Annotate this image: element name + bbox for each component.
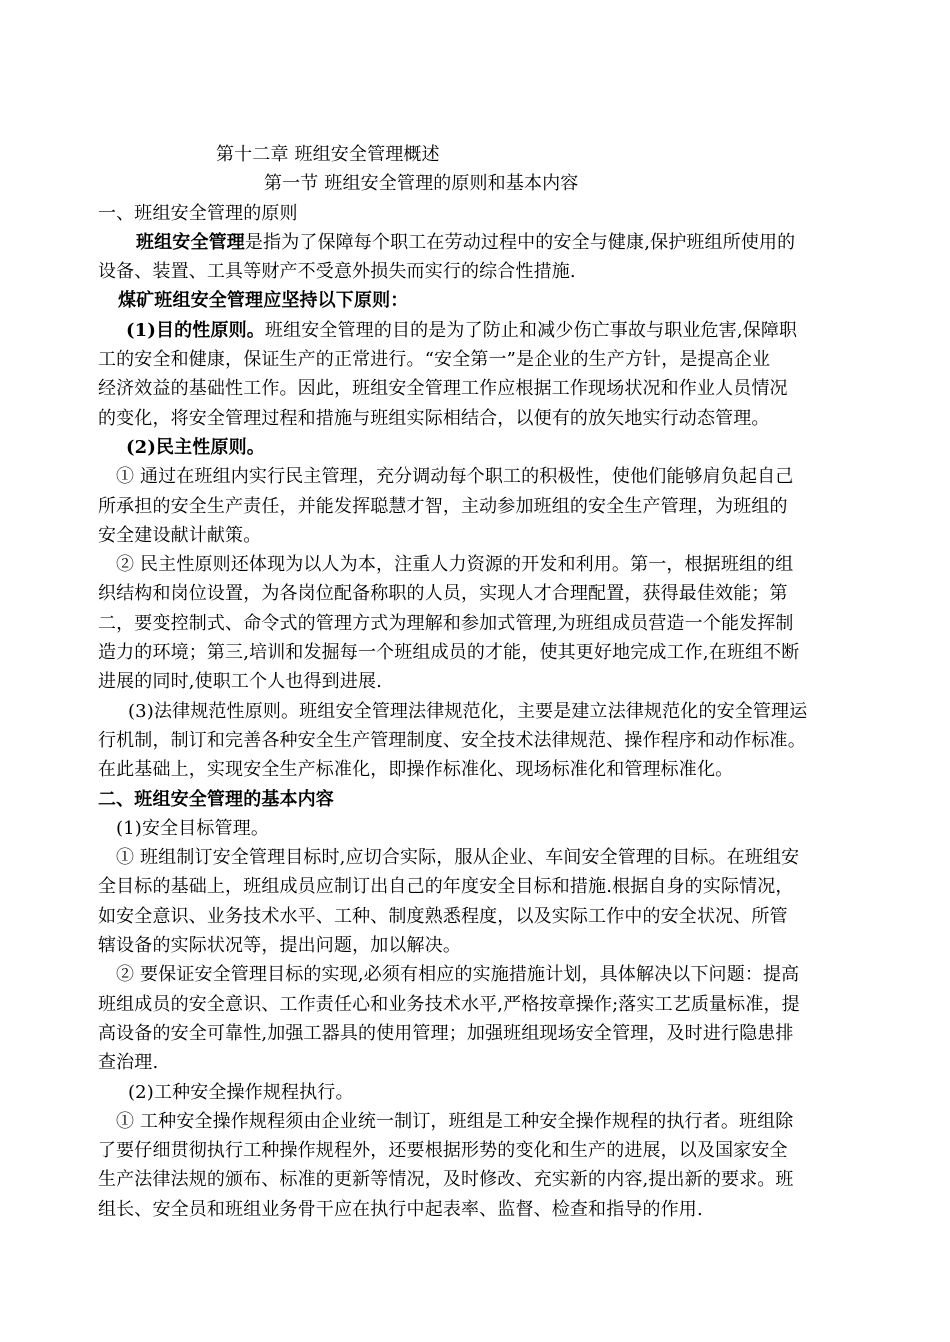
principle-2-p1-line-1: ① 通过在班组内实行民主管理，充分调动每个职工的积极性，使他们能够肩负起自己 [116,466,794,488]
definition-line-1 [98,228,858,257]
principle-2-p2-line-1: ② 民主性原则还体现为以人为本，注重人力资源的开发和利用。第一，根据班组的组 [116,554,794,576]
content-1-p2-line-3: 高设备的安全可靠性,加强工器具的使用管理；加强班组现场安全管理，及时进行隐患排 [98,1022,794,1044]
principle-3-line-2: 行机制，制订和完善各种安全生产管理制度、安全技术法律规范、操作程序和动作标准。 [98,729,806,751]
definition-line-2: 设备、装置、工具等财产不受意外损失而实行的综合性措施. [98,261,576,283]
heading-basic-content: 二、班组安全管理的基本内容 [98,788,334,810]
content-2-p1-line-1: ① 工种安全操作规程须由企业统一制订，班组是工种安全操作规程的执行者。班组除 [116,1110,794,1132]
principle-3-line-1: (3)法律规范性原则。班组安全管理法律规范化，主要是建立法律规范化的安全管理运 [128,700,808,722]
principle-1-label: (1)目的性原则。 [126,319,265,341]
content-1-p1-line-4: 辖设备的实际状况等，提出问题，加以解决。 [98,935,461,957]
content-1-p1-line-2: 全目标的基础上，班组成员应制订出自己的年度安全目标和措施.根据自身的实际情况， [98,876,794,898]
content-2-p1-line-4: 组长、安全员和班组业务骨干应在执行中起表率、监督、检查和指导的作用. [98,1198,703,1220]
principle-3-line-3: 在此基础上，实现安全生产标准化，即操作标准化、现场标准化和管理标准化。 [98,759,734,781]
principle-1-text: 班组安全管理的目的是为了防止和减少伤亡事故与职业危害,保障职 [264,319,798,341]
content-1-p1-line-1: ① 班组制订安全管理目标时,应切合实际，服从企业、车间安全管理的目标。在班组安 [116,847,800,869]
definition-text: 是指为了保障每个职工在劳动过程中的安全与健康,保护班组所使用的 [244,231,796,253]
principle-2-p1-line-2: 所承担的安全生产责任，并能发挥聪慧才智，主动参加班组的安全生产管理，为班组的 [98,495,788,517]
section-title: 第一节 班组安全管理的原则和基本内容 [264,173,579,195]
principle-1-line-3: 经济效益的基础性工作。因此，班组安全管理工作应根据工作现场状况和作业人员情况 [98,378,788,400]
principle-1-line-4: 的变化，将安全管理过程和措施与班组实际相结合，以便有的放矢地实行动态管理。 [98,407,770,429]
principle-2-p1-line-3: 安全建设献计献策。 [98,524,262,546]
principle-1-line-2: 工的安全和健康，保证生产的正常进行。“安全第一”是企业的生产方针，是提高企业 [98,349,771,371]
principle-2-p2-line-2: 织结构和岗位设置，为各岗位配备称职的人员，实现人才合理配置，获得最佳效能；第 [98,583,788,605]
content-1-label: (1)安全目标管理。 [116,817,269,839]
content-1-p1-line-3: 如安全意识、业务技术水平、工种、制度熟悉程度，以及实际工作中的安全状况、所管 [98,905,788,927]
content-1-p2-line-1: ② 要保证安全管理目标的实现,必须有相应的实施措施计划，具体解决以下问题：提高 [116,964,800,986]
document-page [98,140,858,1224]
content-1-p2-line-2: 班组成员的安全意识、工作责任心和业务技术水平,严格按章操作;落实工艺质量标准，提 [98,993,800,1015]
chapter-title: 第十二章 班组安全管理概述 [216,144,440,165]
definition-term: 班组安全管理 [136,231,245,253]
principle-1-line-1 [98,316,858,345]
content-2-p1-line-2: 了要仔细贯彻执行工种操作规程外，还要根据形势的变化和生产的进展，以及国家安全 [98,1140,788,1162]
principles-intro: 煤矿班组安全管理应坚持以下原则： [118,290,409,312]
principle-2-p2-line-3: 二，要变控制式、命令式的管理方式为理解和参加式管理,为班组成员营造一个能发挥制 [98,612,794,634]
content-2-p1-line-3: 生产法律法规的颁布、标准的更新等情况，及时修改、充实新的内容,提出新的要求。班 [98,1169,794,1191]
principle-2-p2-line-5: 进展的同时,使职工个人也得到进展. [98,671,382,693]
principle-2-label: (2)民主性原则。 [126,436,265,458]
principle-2-p2-line-4: 造力的环境；第三,培训和发掘每一个班组成员的才能，使其更好地完成工作,在班组不断 [98,642,800,664]
heading-principles: 一、班组安全管理的原则 [98,202,298,224]
content-1-p2-line-4: 查治理. [98,1052,159,1074]
content-2-label: (2)工种安全操作规程执行。 [128,1081,354,1103]
